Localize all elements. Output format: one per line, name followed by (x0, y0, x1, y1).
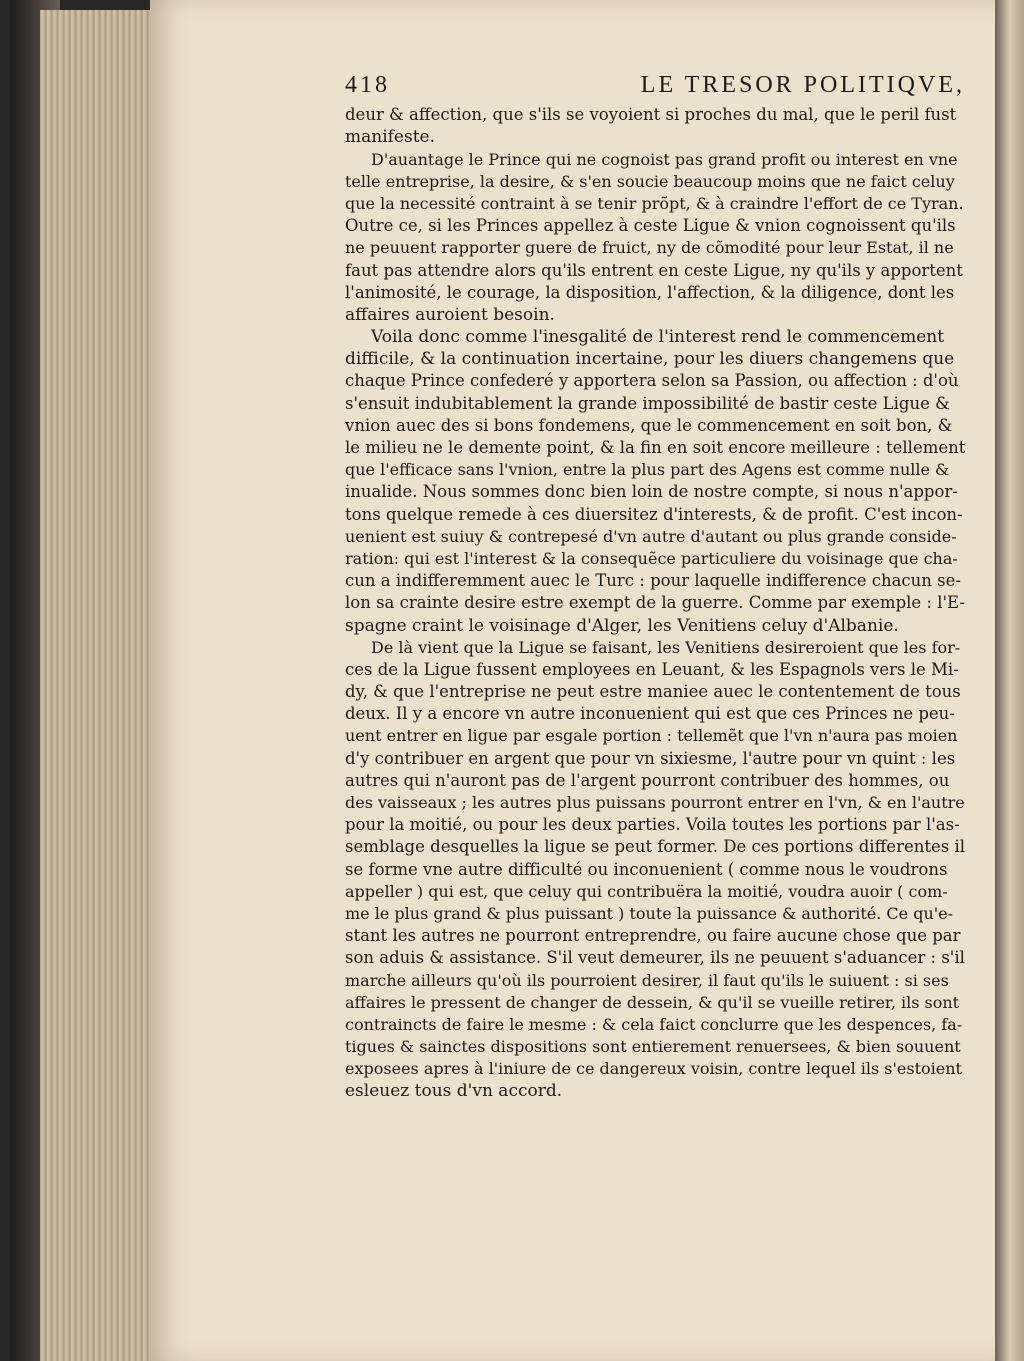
text-line: deux. Il y a encore vn autre inconuenient qui est que ces Princes ne peu- (345, 704, 955, 724)
text-line: me le plus grand & plus puissant ) toute la puissance & authorité. Ce qu'e- (345, 903, 954, 923)
text-line: uent entrer en ligue par esgale portion : tellemẽt que l'vn n'aura pas moien (345, 726, 958, 746)
text-line: marche ailleurs qu'où ils pourroient desirer, il faut qu'ils le suiuent : si ses (345, 970, 949, 990)
text-line: son aduis & assistance. S'il veut demeurer, ils ne peuuent s'aduancer : s'il (345, 948, 965, 968)
text-line: que la necessité contraint à se tenir prõpt, & à craindre l'effort de ce Tyran. (345, 193, 964, 213)
text-line: Voila donc comme l'inesgalité de l'interest rend le commencement (371, 327, 945, 348)
body-text (345, 104, 965, 1102)
text-line: esleuez tous d'vn accord. (345, 1081, 563, 1102)
text-line: ne peuuent rapporter guere de fruict, ny de cõmodité pour leur Estat, il ne (345, 238, 954, 258)
text-line: pour la moitié, ou pour les deux parties. Voila toutes les portions par l'as- (345, 815, 960, 835)
text-line: autres qui n'auront pas de l'argent pourront contribuer des hommes, ou (345, 770, 950, 790)
text-line: manifeste. (345, 127, 436, 148)
text-line: dy, & que l'entreprise ne peut estre maniee auec le contentement de tous (345, 682, 961, 702)
text-line: De là vient que la Ligue se faisant, les Venitiens desireroient que les for- (371, 637, 961, 657)
text-line: uenient est suiuy & contrepesé d'vn autre d'autant ou plus grande conside- (345, 526, 957, 546)
text-line: s'ensuit indubitablement la grande impossibilité de bastir ceste Ligue & (345, 393, 950, 413)
page-number: 418 (345, 72, 390, 98)
text-line: appeller ) qui est, que celuy qui contribuëra la moitié, voudra auoir ( com- (345, 881, 948, 901)
text-line: que l'efficace sans l'vnion, entre la plus part des Agens est comme nulle & (345, 460, 950, 480)
facing-page-edge (995, 0, 1024, 1361)
text-line: D'auantage le Prince qui ne cognoist pas grand profit ou interest en vne (371, 149, 958, 169)
text-line: difficile, & la continuation incertaine, pour les diuers changemens que (345, 349, 955, 370)
text-line: stant les autres ne pourront entreprendre, ou faire aucune chose que par (345, 926, 961, 946)
text-line: se forme vne autre difficulté ou inconuenient ( comme nous le voudrons (345, 859, 948, 879)
text-line: exposees apres à l'iniure de ce dangereux voisin, contre lequel ils s'estoient (345, 1059, 962, 1079)
text-line: spagne craint le voisinage d'Alger, les Venitiens celuy d'Albanie. (345, 615, 899, 636)
text-line: vnion auec des si bons fondemens, que le commencement en soit bon, & (345, 415, 953, 435)
running-title: LE TRESOR POLITIQVE, (640, 72, 965, 98)
text-line: tons quelque remede à ces diuersitez d'interests, & de profit. C'est incon- (345, 504, 963, 524)
text-line: tigues & sainctes dispositions sont entierement renuersees, & bien souuent (345, 1037, 961, 1057)
text-line: inualide. Nous sommes donc bien loin de nostre compte, si nous n'appor- (345, 482, 958, 502)
text-line: contraincts de faire le mesme : & cela faict conclurre que les despences, fa- (345, 1014, 963, 1034)
text-line: semblage desquelles la ligue se peut former. De ces portions differentes il (345, 837, 965, 857)
text-line: deur & affection, que s'ils se voyoient si proches du mal, que le peril fust (345, 105, 957, 125)
page-text-block (345, 74, 965, 1103)
text-line: affaires le pressent de changer de dessein, & qu'il se vueille retirer, ils sont (345, 992, 960, 1012)
running-header (345, 74, 965, 96)
text-line: affaires auroient besoin. (345, 304, 555, 325)
text-line: chaque Prince confederé y apportera selon sa Passion, ou affection : d'où (345, 371, 959, 391)
text-line: ration: qui est l'interest & la consequẽce particuliere du voisinage que cha- (345, 548, 958, 568)
text-line: faut pas attendre alors qu'ils entrent en ceste Ligue, ny qu'ils y apportent (345, 260, 963, 280)
page-block-edge (40, 10, 160, 1361)
text-line: l'animosité, le courage, la disposition, l'affection, & la diligence, dont les (345, 282, 955, 302)
text-line: ces de la Ligue fussent employees en Leuant, & les Espagnols vers le Mi- (345, 659, 959, 679)
text-line: cun a indifferemment auec le Turc : pour laquelle indifference chacun se- (345, 571, 961, 591)
text-line: le milieu ne le demente point, & la fin en soit encore meilleure : tellement (345, 438, 965, 458)
text-line: telle entreprise, la desire, & s'en soucie beaucoup moins que ne faict celuy (345, 171, 955, 191)
text-line: des vaisseaux ; les autres plus puissans pourront entrer en l'vn, & en l'autre (345, 793, 965, 813)
text-line: Outre ce, si les Princes appellez à ceste Ligue & vnion cognoissent qu'ils (345, 216, 956, 236)
text-line: d'y contribuer en argent que pour vn sixiesme, l'autre pour vn quint : les (345, 748, 956, 768)
text-line: lon sa crainte desire estre exempt de la guerre. Comme par exemple : l'E- (345, 593, 965, 613)
